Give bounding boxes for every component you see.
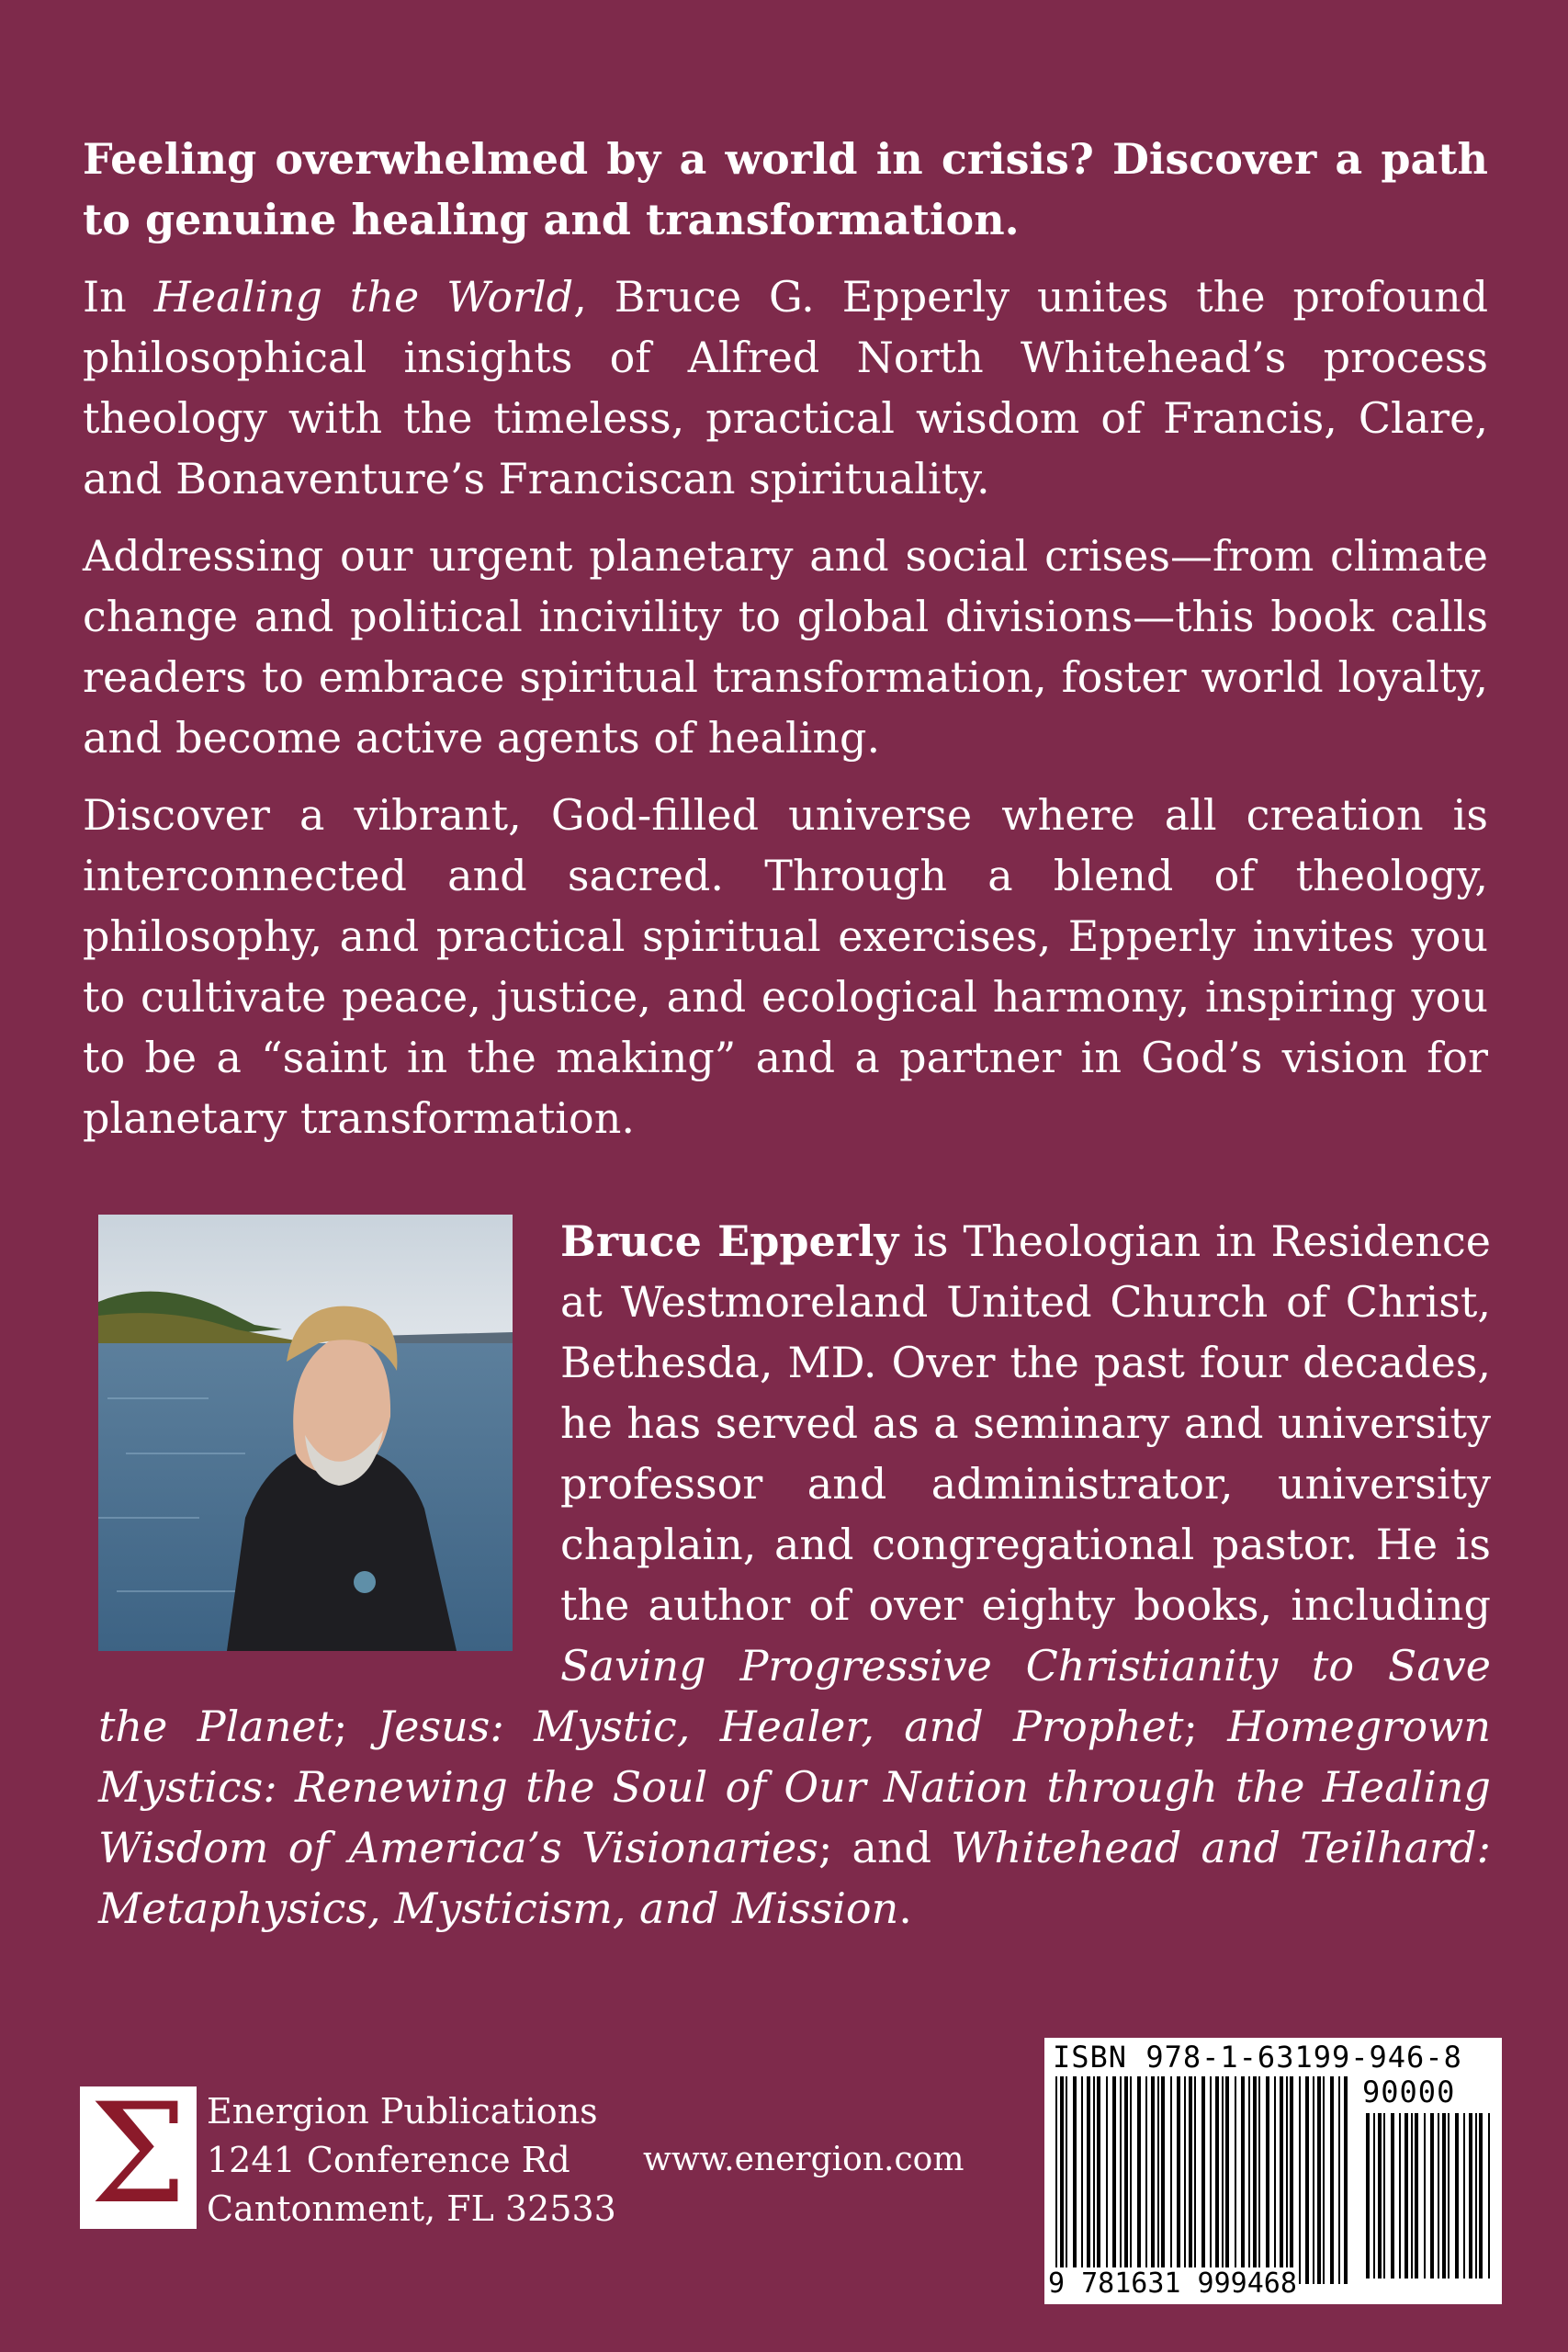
publisher-name: Energion Publications <box>207 2091 598 2132</box>
price-addon: 90000 <box>1362 2075 1456 2109</box>
isbn-number: ISBN 978-1-63199-946-8 <box>1053 2040 1462 2075</box>
ean-number: 9 781631 999468 <box>1048 2267 1297 2300</box>
book-4: Whitehead and Teilhard: Metaphysics, Mysticism, and Mission <box>98 1823 1491 1933</box>
book-title: Healing the World <box>153 272 574 322</box>
publisher-address <box>207 2087 616 2233</box>
period: . <box>898 1883 912 1933</box>
author-bio: is Theologian in Residence at Westmoreland United Church of Christ, Bethesda, MD. Over the past four decades, he has served as a seminary and university professor and administrator, university chaplain, and congregational pastor. He is the author of over eighty books, including <box>560 1216 1491 1630</box>
blurb-p1-rest: , Bruce G. Epperly unites the profound philosophical insights of Alfred North Whitehead’s process theology with the timeless, practical wisdom of Francis, Clare, and Bonaventure’s Franciscan spirituality. <box>83 272 1489 503</box>
isbn-barcode <box>1044 2038 1502 2304</box>
address-line-2: Cantonment, FL 32533 <box>207 2188 616 2229</box>
sigma-logo-icon: Σ <box>89 2074 187 2234</box>
book-3: Homegrown Mystics: Renewing the Soul of Our Nation through the Healing Wisdom of America’s Visionaries <box>98 1702 1492 1872</box>
blurb-paragraph-2: Addressing our urgent planetary and social crises—from climate change and political incivility to global divisions—this book calls readers to embrace spiritual transformation, foster world loyalty, and become active agents of healing. <box>83 531 1488 763</box>
author-section <box>98 1211 1491 1939</box>
separator: ; and <box>818 1823 952 1872</box>
separator: ; <box>1183 1702 1228 1751</box>
author-name: Bruce Epperly <box>560 1216 899 1266</box>
separator: ; <box>333 1702 378 1751</box>
blurb-paragraph-3: Discover a vibrant, God-filled universe where all creation is interconnected and sacred. Through a blend of theology, philosophy, and practical spiritual exercises, Epperly invites you to cultivate peace, justice, and ecological harmony, inspiring you to be a “saint in the making” and a partner in God’s vision for planetary transformation. <box>83 790 1488 1143</box>
address-line-1: 1241 Conference Rd <box>207 2140 570 2180</box>
back-cover-blurb <box>83 129 1488 1165</box>
blurb-in: In <box>83 272 154 322</box>
author-photo-image <box>98 1215 513 1651</box>
book-1: Saving Progressive Christianity to Save the Planet <box>98 1641 1491 1751</box>
book-2: Jesus: Mystic, Healer, and Prophet <box>377 1702 1184 1751</box>
energion-logo <box>80 2074 197 2234</box>
author-photo <box>98 1215 513 1651</box>
publisher-website[interactable]: www.energion.com <box>643 2141 964 2178</box>
headline: Feeling overwhelmed by a world in crisis? Discover a path to genuine healing and transformation. <box>83 134 1488 244</box>
blurb-paragraph-1 <box>83 266 1488 509</box>
